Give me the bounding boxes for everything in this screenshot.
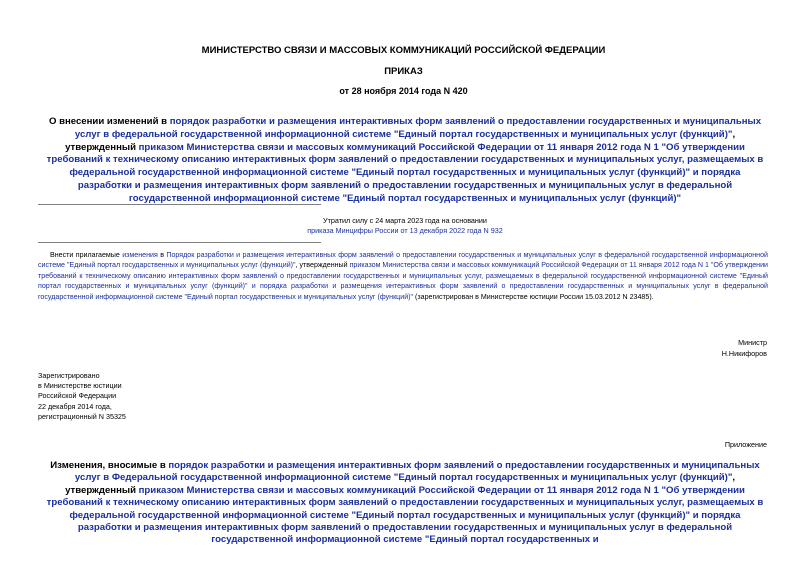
signature-name: Н.Никифоров [721, 349, 767, 358]
divider-bottom [38, 242, 321, 243]
registration-line: регистрационный N 35325 [38, 411, 126, 421]
signature-block [722, 337, 767, 359]
intro-link-changes[interactable]: изменения [122, 251, 158, 259]
signature-position: Министр [738, 338, 767, 347]
appendix-link-procedure[interactable]: порядок разработки и размещения интерактивных форм заявлений о предоставлении государственных и муниципальных услуг в Федеральной государственной информационной системе "Единый портал государственных и муниципальных услуг (функций)" [74, 460, 760, 484]
registration-line: 22 декабря 2014 года, [38, 401, 112, 411]
intro-text-2: в [157, 251, 167, 259]
title-prefix: О внесении изменений в [48, 116, 170, 127]
intro-text-4: (зарегистрирован в Министерстве юстиции России 15.03.2012 N 23485). [413, 292, 654, 301]
repeal-note [250, 216, 560, 236]
intro-paragraph [38, 250, 768, 302]
title-middle: , утвержденный [65, 128, 736, 153]
appendix-title [45, 460, 765, 547]
registration-line: Российской Федерации [38, 391, 117, 401]
repeal-text: Утратил силу с 24 марта 2023 года на основании [323, 216, 487, 225]
doc-date-number: от 28 ноября 2014 года N 420 [339, 86, 468, 96]
intro-text-3: , утвержденный [295, 261, 350, 270]
appendix-middle: , утвержденный [65, 472, 736, 496]
intro-text-1: Внести прилагаемые [50, 251, 123, 259]
registration-line: Зарегистрировано [38, 371, 100, 380]
appendix-prefix: Изменения, вносимые в [50, 460, 169, 471]
ministry-heading: МИНИСТЕРСТВО СВЯЗИ И МАССОВЫХ КОММУНИКАЦИЙ РОССИЙСКОЙ ФЕДЕРАЦИИ [201, 45, 606, 56]
intro-link-procedure[interactable]: Порядок разработки и размещения интерактивных форм заявлений о предоставлении государственных и муниципальных услуг в федеральной государственной информационной системе "Единый портал государственных и муниципальных услуг (функций)" [38, 251, 768, 270]
registration-block [38, 371, 126, 422]
repeal-link[interactable]: приказа Минцифры России от 13 декабря 2022 года N 932 [307, 226, 503, 235]
doc-type-heading: ПРИКАЗ [384, 66, 423, 77]
title-link-order[interactable]: приказом Министерства связи и массовых коммуникаций Российской Федерации от 11 января 2012 года N 1 "Об утверждении требований к техническому описанию интерактивных форм заявлений о предоставлении государственных и муниципальных услуг, размещаемых в федеральной государственной информационной системе "Единый портал государственных и муниципальных услуг (функций)" и порядка разработки и размещения интерактивных форм заявлений о предоставлении государственных и муниципальных услуг в федеральной государственной информационной системе "Единый портал государственных и муниципальных услуг (функций)" [46, 141, 764, 204]
intro-link-order[interactable]: приказом Министерства связи и массовых коммуникаций Российской Федерации от 11 января 2012 года N 1 "Об утверждении требований к техническому описанию интерактивных форм заявлений о предоставлении государственных и муниципальных услуг, размещаемых в федеральной государственной информационной системе "Единый портал государственных и муниципальных услуг (функций)" и порядка разработки и размещения интерактивных форм заявлений о предоставлении государственных и муниципальных услуг в федеральной государственной информационной системе "Единый портал государственных и муниципальных услуг (функций)" [38, 261, 769, 301]
document-title [45, 116, 765, 206]
divider-top [38, 204, 321, 205]
title-link-procedure[interactable]: порядок разработки и размещения интерактивных форм заявлений о предоставлении государственных и муниципальных услуг в федеральной государственной информационной системе "Единый портал государственных и муниципальных услуг (функций)" [74, 116, 762, 140]
appendix-label: Приложение [724, 440, 767, 449]
registration-line: в Министерстве юстиции [38, 381, 122, 391]
appendix-link-order[interactable]: приказом Министерства связи и массовых коммуникаций Российской Федерации от 11 января 2012 года N 1 "Об утверждении требований к техническому описанию интерактивных форм заявлений о предоставлении государственных и муниципальных услуг, размещаемых в федеральной государственной информационной системе "Единый портал государственных и муниципальных услуг (функций)" и порядка разработки и размещения интерактивных форм заявлений о предоставлении государственных и муниципальных услуг в федеральной государственной информационной системе "Единый портал государственных и [46, 484, 764, 546]
